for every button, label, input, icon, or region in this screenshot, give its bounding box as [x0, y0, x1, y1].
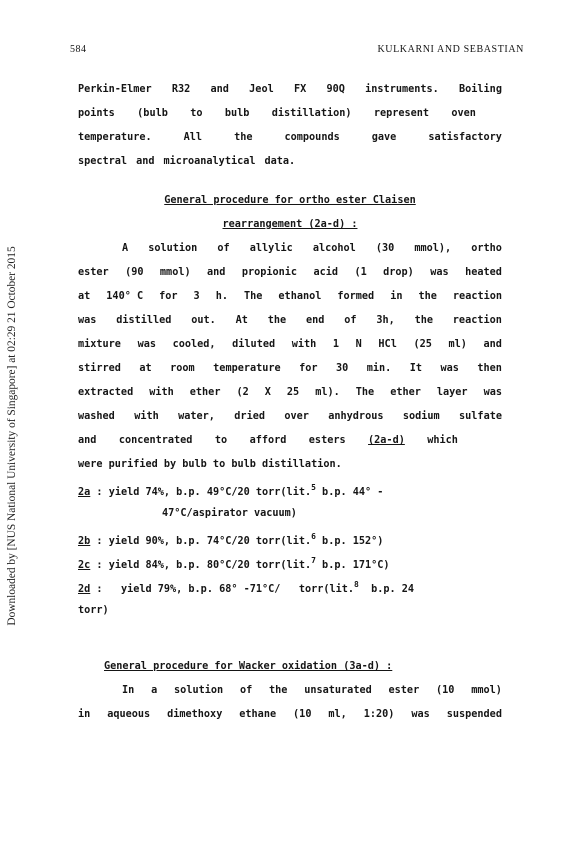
para1-line [78, 132, 502, 143]
word: was [411, 709, 430, 720]
word: and [483, 339, 502, 350]
para2-line [78, 267, 502, 278]
download-watermark: Downloaded by [NUS National University of Singapore] at 02:29 21 October 2015 [6, 246, 18, 626]
word: the [269, 685, 288, 696]
section-heading-claisen-line2: rearrangement (2a-d) : [222, 219, 358, 230]
word: the [418, 291, 437, 302]
word: Perkin-Elmer [78, 84, 152, 95]
word: R32 [171, 84, 191, 95]
word: (10 [436, 685, 455, 696]
word: and [136, 156, 155, 167]
word: ortho [471, 243, 502, 254]
para2-line: were purified by bulb to bulb distillation. [78, 459, 342, 470]
page-number: 584 [70, 44, 87, 55]
word: distillation) [271, 108, 352, 119]
word: and [207, 267, 226, 278]
word: for [159, 291, 178, 302]
word: (25 [413, 339, 432, 350]
word: 90Q [326, 84, 345, 95]
word: ml). [315, 387, 340, 398]
word: ester [78, 267, 109, 278]
word: the [234, 132, 253, 143]
para2-line [78, 339, 502, 350]
word: oven [451, 108, 476, 119]
word: reaction [452, 291, 502, 302]
word: The [355, 387, 375, 398]
word: 1:20) [363, 709, 395, 720]
result-2b: 2b : yield 90%, b.p. 74°C/20 torr(lit.$^6$ b.p. 152°) [78, 532, 384, 547]
word: was [137, 339, 156, 350]
word: reaction [452, 315, 502, 326]
word: A [122, 243, 129, 254]
word: over [284, 411, 309, 422]
result-2d: 2d : yield 79%, b.p. 68° -71°C/ torr(lit.$^8$ b.p. 24 [78, 580, 415, 595]
word: room [170, 363, 195, 374]
word: then [477, 363, 502, 374]
word: represent [373, 108, 430, 119]
word: (2 [236, 387, 249, 398]
word: In [122, 685, 135, 696]
word: dimethoxy [167, 709, 223, 720]
word: and [210, 84, 229, 95]
word: a [151, 685, 158, 696]
word: to [190, 108, 203, 119]
word: ml, [328, 709, 347, 720]
word: mixture [78, 339, 121, 350]
word: ethanol [278, 291, 322, 302]
word: diluted [232, 339, 276, 350]
word: was [430, 267, 449, 278]
para1-line [78, 156, 502, 167]
word: aqueous [107, 709, 151, 720]
word: with [149, 387, 174, 398]
word: was [483, 387, 502, 398]
word: distilled [116, 315, 172, 326]
para2-line [78, 411, 502, 422]
word: (30 [375, 243, 395, 254]
word: layer [436, 387, 468, 398]
word: ester [388, 685, 420, 696]
word: ethane [239, 709, 277, 720]
word: for [299, 363, 318, 374]
word: (1 [354, 267, 367, 278]
result-2a: 2a : yield 74%, b.p. 49°C/20 torr(lit.$^5$ b.p. 44° - [78, 483, 384, 498]
section-heading-claisen: General procedure for ortho ester Claisen [164, 195, 416, 206]
word: X [264, 387, 271, 398]
word: It [409, 363, 423, 374]
word: 30 [335, 363, 349, 374]
word: in [390, 291, 403, 302]
word: sulfate [459, 411, 502, 422]
word: mmol) [471, 685, 502, 696]
word: out. [191, 315, 216, 326]
word: satisfactory [428, 132, 502, 143]
word: acid [313, 267, 339, 278]
word: spectral [78, 156, 128, 167]
para1-line [78, 84, 502, 95]
word: extracted [78, 387, 134, 398]
word: instruments. [365, 84, 439, 95]
word: end [305, 315, 325, 326]
word: dried [234, 411, 265, 422]
word: sodium [402, 411, 440, 422]
word: (bulb [137, 108, 168, 119]
word: with [134, 411, 159, 422]
word: unsaturated [304, 685, 372, 696]
word: mmol) [159, 267, 191, 278]
word: suspended [446, 709, 502, 720]
word: stirred [78, 363, 121, 374]
word: ether [189, 387, 221, 398]
word: heated [465, 267, 502, 278]
para2-line [78, 387, 502, 398]
word: solution [174, 685, 224, 696]
word: 3 [193, 291, 200, 302]
word: at [139, 363, 152, 374]
word: bulb [224, 108, 250, 119]
result-2d-cont: torr) [78, 605, 109, 616]
word: formed [337, 291, 375, 302]
para1-line [78, 108, 476, 119]
para2-line: and concentrated to afford esters (2a-d) which [78, 435, 458, 446]
word: of [217, 243, 230, 254]
word: HCl [378, 339, 397, 350]
word: 1 [332, 339, 340, 350]
word: (90 [125, 267, 144, 278]
word: with [291, 339, 317, 350]
para3-line [78, 709, 502, 720]
word: All [183, 132, 203, 143]
word: FX [293, 84, 307, 95]
word: gave [371, 132, 397, 143]
word: Jeol [249, 84, 274, 95]
word: the [267, 315, 287, 326]
word: 140° C [106, 291, 144, 302]
word: At [235, 315, 248, 326]
word: The [244, 291, 263, 302]
word: of [344, 315, 357, 326]
word: allylic [249, 243, 293, 254]
result-2a-cont: 47°C/aspirator vacuum) [162, 508, 297, 519]
word: Boiling [459, 84, 502, 95]
para2-line [78, 363, 502, 374]
word: ml) [448, 339, 467, 350]
word: data. [264, 156, 296, 167]
word: at [78, 291, 91, 302]
word: 3h, [376, 315, 395, 326]
word: water, [178, 411, 215, 422]
word: points [78, 108, 115, 119]
word: anhydrous [328, 411, 384, 422]
word: min. [366, 363, 392, 374]
word: microanalytical [163, 156, 256, 167]
word: mmol), [414, 243, 452, 254]
word: compounds [284, 132, 340, 143]
word: propionic [241, 267, 298, 278]
word: was [78, 315, 97, 326]
para2-line [122, 243, 502, 254]
word: of [239, 685, 253, 696]
word: was [440, 363, 459, 374]
para2-line [78, 291, 502, 302]
word: washed [78, 411, 115, 422]
result-2c: 2c : yield 84%, b.p. 80°C/20 torr(lit.$^7$ b.p. 171°C) [78, 556, 390, 571]
compound-ref: (2a-d) [368, 435, 405, 446]
word: drop) [383, 267, 414, 278]
word: alcohol [312, 243, 356, 254]
para2-line [78, 315, 502, 326]
word: (10 [293, 709, 312, 720]
section-heading-wacker: General procedure for Wacker oxidation (3a-d) : [104, 661, 393, 672]
word: temperature [213, 363, 281, 374]
para3-line [122, 685, 502, 696]
word: 25 [286, 387, 300, 398]
running-head: KULKARNI AND SEBASTIAN [377, 44, 524, 55]
word: temperature. [78, 132, 152, 143]
word: N [355, 339, 362, 350]
word: cooled, [172, 339, 216, 350]
word: ether [390, 387, 421, 398]
word: the [414, 315, 433, 326]
word: in [78, 709, 91, 720]
word: solution [148, 243, 198, 254]
word: h. [215, 291, 228, 302]
